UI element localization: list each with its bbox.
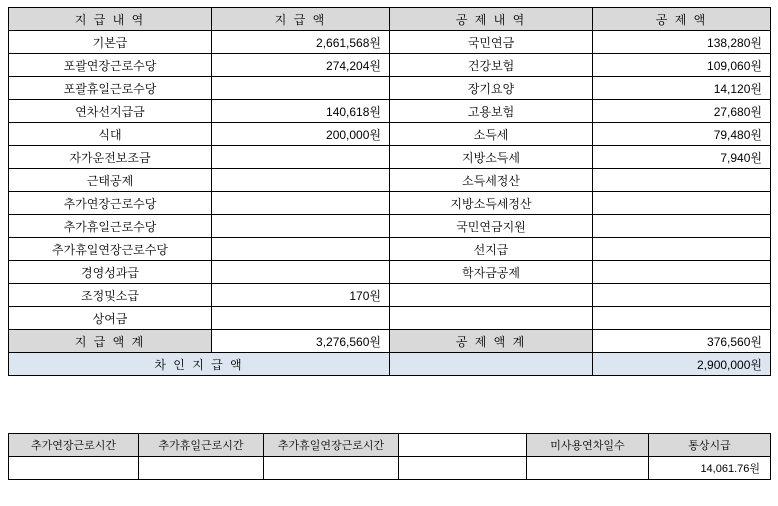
deduct-label: 지방소득세정산	[390, 192, 593, 215]
payroll-header-row	[9, 8, 771, 31]
table-row	[9, 100, 771, 123]
pay-label: 포괄휴일근로수당	[9, 77, 212, 100]
hours-value-overtime	[9, 457, 139, 480]
net-pay-value: 2,900,000원	[593, 353, 771, 376]
pay-value: 200,000원	[212, 123, 390, 146]
deduct-label: 장기요양	[390, 77, 593, 100]
deduct-total-label: 공 제 액 계	[390, 330, 593, 353]
table-row	[9, 215, 771, 238]
hours-header-overtime: 추가연장근로시간	[9, 434, 139, 457]
hours-header-holiday: 추가휴일근로시간	[139, 434, 264, 457]
hours-value-row	[9, 457, 771, 480]
deduct-label: 국민연금지원	[390, 215, 593, 238]
pay-label: 추가휴일근로수당	[9, 215, 212, 238]
table-row	[9, 307, 771, 330]
table-row	[9, 146, 771, 169]
deduct-value	[593, 261, 771, 284]
pay-value	[212, 238, 390, 261]
header-pay-detail: 지 급 내 역	[9, 8, 212, 31]
pay-label: 상여금	[9, 307, 212, 330]
hours-header-unused-leave: 미사용연차일수	[527, 434, 649, 457]
deduct-label: 지방소득세	[390, 146, 593, 169]
pay-label: 포괄연장근로수당	[9, 54, 212, 77]
pay-value: 274,204원	[212, 54, 390, 77]
pay-label: 자가운전보조금	[9, 146, 212, 169]
net-pay-row	[9, 353, 771, 376]
hours-value-hourly-wage: 14,061.76원	[649, 457, 771, 480]
table-row	[9, 284, 771, 307]
deduct-label: 선지급	[390, 238, 593, 261]
header-pay-amount: 지 급 액	[212, 8, 390, 31]
pay-value: 140,618원	[212, 100, 390, 123]
pay-label: 조정및소급	[9, 284, 212, 307]
header-deduct-amount: 공 제 액	[593, 8, 771, 31]
hours-value-holiday	[139, 457, 264, 480]
pay-value	[212, 192, 390, 215]
hours-header-hourly-wage: 통상시급	[649, 434, 771, 457]
deduct-value	[593, 169, 771, 192]
pay-label: 연차선지급금	[9, 100, 212, 123]
deduct-value: 79,480원	[593, 123, 771, 146]
deduct-value	[593, 215, 771, 238]
deduct-value: 14,120원	[593, 77, 771, 100]
net-pay-label: 차 인 지 급 액	[9, 353, 390, 376]
table-row	[9, 77, 771, 100]
payroll-table	[8, 7, 771, 376]
table-row	[9, 238, 771, 261]
hours-value-blank	[399, 457, 527, 480]
deduct-value	[593, 238, 771, 261]
hours-value-unused-leave	[527, 457, 649, 480]
deduct-value: 109,060원	[593, 54, 771, 77]
pay-value	[212, 307, 390, 330]
pay-total-value: 3,276,560원	[212, 330, 390, 353]
pay-label: 근태공제	[9, 169, 212, 192]
table-row	[9, 123, 771, 146]
deduct-total-value: 376,560원	[593, 330, 771, 353]
hours-value-holiday-overtime	[264, 457, 399, 480]
pay-value	[212, 146, 390, 169]
deduct-value: 138,280원	[593, 31, 771, 54]
deduct-label	[390, 307, 593, 330]
table-row	[9, 54, 771, 77]
pay-value: 170원	[212, 284, 390, 307]
table-row	[9, 261, 771, 284]
deduct-value: 27,680원	[593, 100, 771, 123]
pay-value	[212, 169, 390, 192]
hours-header-holiday-overtime: 추가휴일연장근로시간	[264, 434, 399, 457]
hours-table	[8, 433, 771, 480]
deduct-value: 7,940원	[593, 146, 771, 169]
deduct-value	[593, 307, 771, 330]
deduct-label	[390, 284, 593, 307]
table-row	[9, 169, 771, 192]
deduct-value	[593, 284, 771, 307]
net-pay-spacer	[390, 353, 593, 376]
pay-value	[212, 215, 390, 238]
pay-total-label: 지 급 액 계	[9, 330, 212, 353]
deduct-label: 건강보험	[390, 54, 593, 77]
deduct-label: 소득세정산	[390, 169, 593, 192]
pay-value	[212, 77, 390, 100]
header-deduct-detail: 공 제 내 역	[390, 8, 593, 31]
table-row	[9, 31, 771, 54]
hours-header-blank	[399, 434, 527, 457]
pay-label: 추가연장근로수당	[9, 192, 212, 215]
deduct-label: 소득세	[390, 123, 593, 146]
pay-label: 추가휴일연장근로수당	[9, 238, 212, 261]
deduct-value	[593, 192, 771, 215]
hours-header-row	[9, 434, 771, 457]
deduct-label: 국민연금	[390, 31, 593, 54]
totals-row	[9, 330, 771, 353]
pay-label: 식대	[9, 123, 212, 146]
deduct-label: 학자금공제	[390, 261, 593, 284]
pay-label: 경영성과급	[9, 261, 212, 284]
table-row	[9, 192, 771, 215]
deduct-label: 고용보험	[390, 100, 593, 123]
pay-value: 2,661,568원	[212, 31, 390, 54]
pay-label: 기본급	[9, 31, 212, 54]
pay-value	[212, 261, 390, 284]
